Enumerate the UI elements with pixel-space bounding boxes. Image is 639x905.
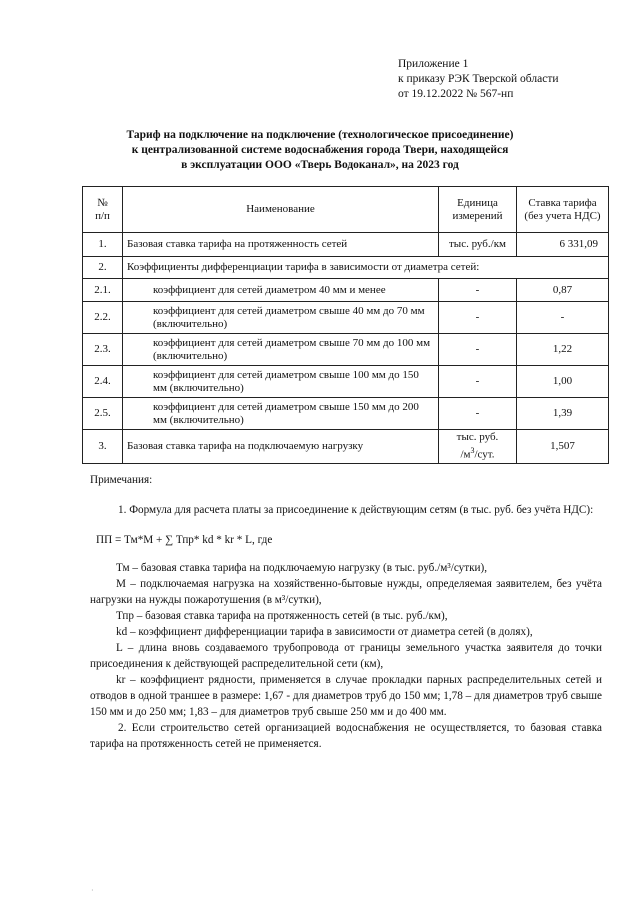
header-name: Наименование (123, 187, 439, 233)
row-name: коэффициент для сетей диаметром свыше 70 мм до 100 мм (включительно) (123, 334, 439, 366)
def-tpr: Тпр – базовая ставка тарифа на протяженность сетей (в тыс. руб./км), (116, 610, 448, 622)
row-name: Базовая ставка тарифа на подключаемую нагрузку (123, 430, 439, 464)
header-rate: Ставка тарифа (без учета НДС) (517, 187, 609, 233)
unit-sup: 3 (470, 446, 475, 456)
row-name: коэффициент для сетей диаметром 40 мм и менее (123, 279, 439, 302)
row-num: 2.3. (83, 334, 123, 366)
row-value: 1,39 (517, 398, 609, 430)
header-num (83, 187, 123, 233)
table-row (83, 334, 609, 366)
row-value: 6 331,09 (517, 233, 609, 257)
row-unit: - (439, 398, 517, 430)
title-line: к централизованной системе водоснабжения города Твери, находящейся (131, 144, 509, 156)
table-row (83, 233, 609, 257)
scan-speck: · (91, 886, 94, 895)
table-row (83, 257, 609, 279)
note-1: 1. Формула для расчета платы за присоединение к действующим сетям (в тыс. руб. без учёта НДС): (118, 504, 594, 516)
table-header-row (83, 187, 609, 233)
def-l: L – длина вновь создаваемого трубопровода от границы земельного участка заявителя до точки присоединения к действующей распределительной сети (км), (90, 642, 602, 670)
row-num: 2.1. (83, 279, 123, 302)
row-name: коэффициент для сетей диаметром свыше 100 мм до 150 мм (включительно) (123, 366, 439, 398)
row-name: коэффициент для сетей диаметром свыше 150 мм до 200 мм (включительно) (123, 398, 439, 430)
row-unit: - (439, 334, 517, 366)
row-value: 0,87 (517, 279, 609, 302)
title-line: Тариф на подключение на подключение (технологическое присоединение) (126, 129, 514, 141)
appendix-line: Приложение 1 (398, 58, 469, 70)
row-num: 3. (83, 430, 123, 464)
row-unit: - (439, 302, 517, 334)
row-unit-line: тыс. руб. (456, 431, 499, 444)
row-value: 1,507 (517, 430, 609, 464)
row-value: - (517, 302, 609, 334)
row-unit-line (443, 444, 512, 462)
document-title (70, 128, 570, 173)
unit-part: /сут. (474, 448, 495, 461)
row-name: Базовая ставка тарифа на протяженность сетей (123, 233, 439, 257)
row-num: 2.4. (83, 366, 123, 398)
title-line: в эксплуатации ООО «Тверь Водоканал», на 2023 год (181, 159, 459, 171)
row-unit: тыс. руб./км (439, 233, 517, 257)
table-row (83, 302, 609, 334)
note-2: 2. Если строительство сетей организацией водоснабжения не осуществляется, то базовая ставка тарифа на протяженность сетей не применяется. (90, 722, 602, 750)
appendix-line: к приказу РЭК Тверской области (398, 73, 559, 85)
row-unit: - (439, 366, 517, 398)
header-unit: Единица измерений (439, 187, 517, 233)
table-row (83, 366, 609, 398)
def-kr: kr – коэффициент рядности, применяется в случае прокладки парных распределительных сетей и отводов в одной траншее в размере: 1,67 - для диаметров труб до 150 мм; 1,78 – для диаметров труб свыше 150 мм и до 250 мм; 1,83 – для диаметров труб свыше 250 мм и до 400 мм. (90, 674, 602, 718)
tariff-table (82, 186, 609, 464)
unit-part: /м (460, 448, 471, 461)
header-num-line: № (97, 196, 108, 209)
row-num: 1. (83, 233, 123, 257)
appendix-line: от 19.12.2022 № 567-нп (398, 88, 514, 100)
table-row (83, 430, 609, 464)
formula: ПП = Тм*М + ∑ Тпр* kd * kr * L, где (96, 534, 273, 546)
row-unit: - (439, 279, 517, 302)
table-row (83, 398, 609, 430)
appendix-block (398, 57, 559, 102)
notes-section (90, 472, 602, 752)
row-name: Коэффициенты дифференциации тарифа в зависимости от диаметра сетей: (123, 257, 609, 279)
row-num: 2. (83, 257, 123, 279)
row-value: 1,00 (517, 366, 609, 398)
row-num: 2.5. (83, 398, 123, 430)
header-num-line: п/п (95, 209, 110, 222)
row-name: коэффициент для сетей диаметром свыше 40 мм до 70 мм (включительно) (123, 302, 439, 334)
def-m: М – подключаемая нагрузка на хозяйственно-бытовые нужды, определяемая заявителем, без учёта нагрузки на нужды пожаротушения (в м³/сутки), (90, 578, 602, 606)
row-num: 2.2. (83, 302, 123, 334)
row-unit (439, 430, 517, 464)
notes-heading: Примечания: (90, 474, 153, 486)
def-tm: Тм – базовая ставка тарифа на подключаемую нагрузку (в тыс. руб./м³/сутки), (116, 562, 488, 574)
table-row (83, 279, 609, 302)
row-value: 1,22 (517, 334, 609, 366)
def-kd: kd – коэффициент дифференциации тарифа в зависимости от диаметра сетей (в долях), (116, 626, 533, 638)
